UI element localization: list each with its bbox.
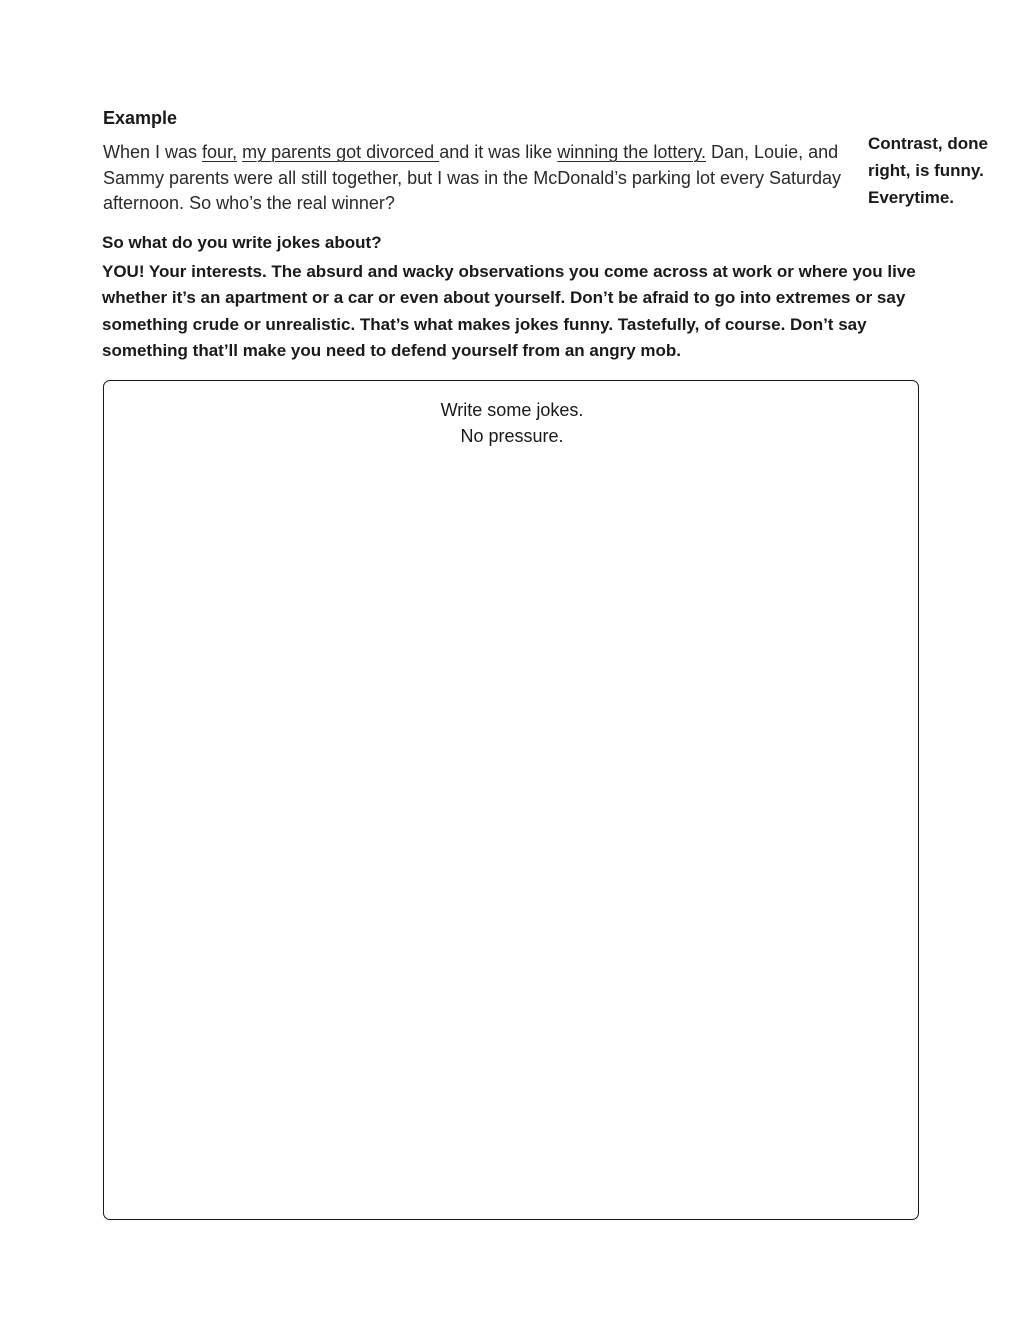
example-heading: Example: [103, 108, 178, 128]
prompt-line-1: Write some jokes.: [440, 400, 584, 420]
guidance-answer: YOU! Your interests. The absurd and wacky observations you come across at work or where you live whether it’s an apartment or a car or even about yourself. Don’t be afraid to go into extremes or say something crude or unrealistic. That’s what makes jokes funny. Tastefully, of course. Don’t say something that’ll make you need to defend yourself from an angry mob.: [102, 262, 916, 360]
underlined-phrase-divorced: my parents got divorced: [242, 142, 440, 162]
underlined-phrase-four: four,: [202, 142, 238, 162]
jokes-box-prompt: [0, 397, 1024, 449]
prompt-line-2: No pressure.: [460, 426, 564, 446]
example-text-segment: When I was: [103, 142, 203, 162]
side-note: Contrast, done right, is funny. Everytime.: [868, 134, 988, 207]
example-text-segment: and it was like: [439, 142, 558, 162]
example-paragraph: [103, 140, 843, 217]
example-text-segment: Dan, Louie, and Sammy parents were all still together, but I was in the McDonald’s parking lot every Saturday afternoon. So who’s the real winner?: [103, 142, 842, 213]
underlined-phrase-lottery: winning the lottery.: [557, 142, 707, 162]
guidance-question: So what do you write jokes about?: [102, 233, 382, 252]
jokes-writing-box: [103, 380, 919, 1220]
